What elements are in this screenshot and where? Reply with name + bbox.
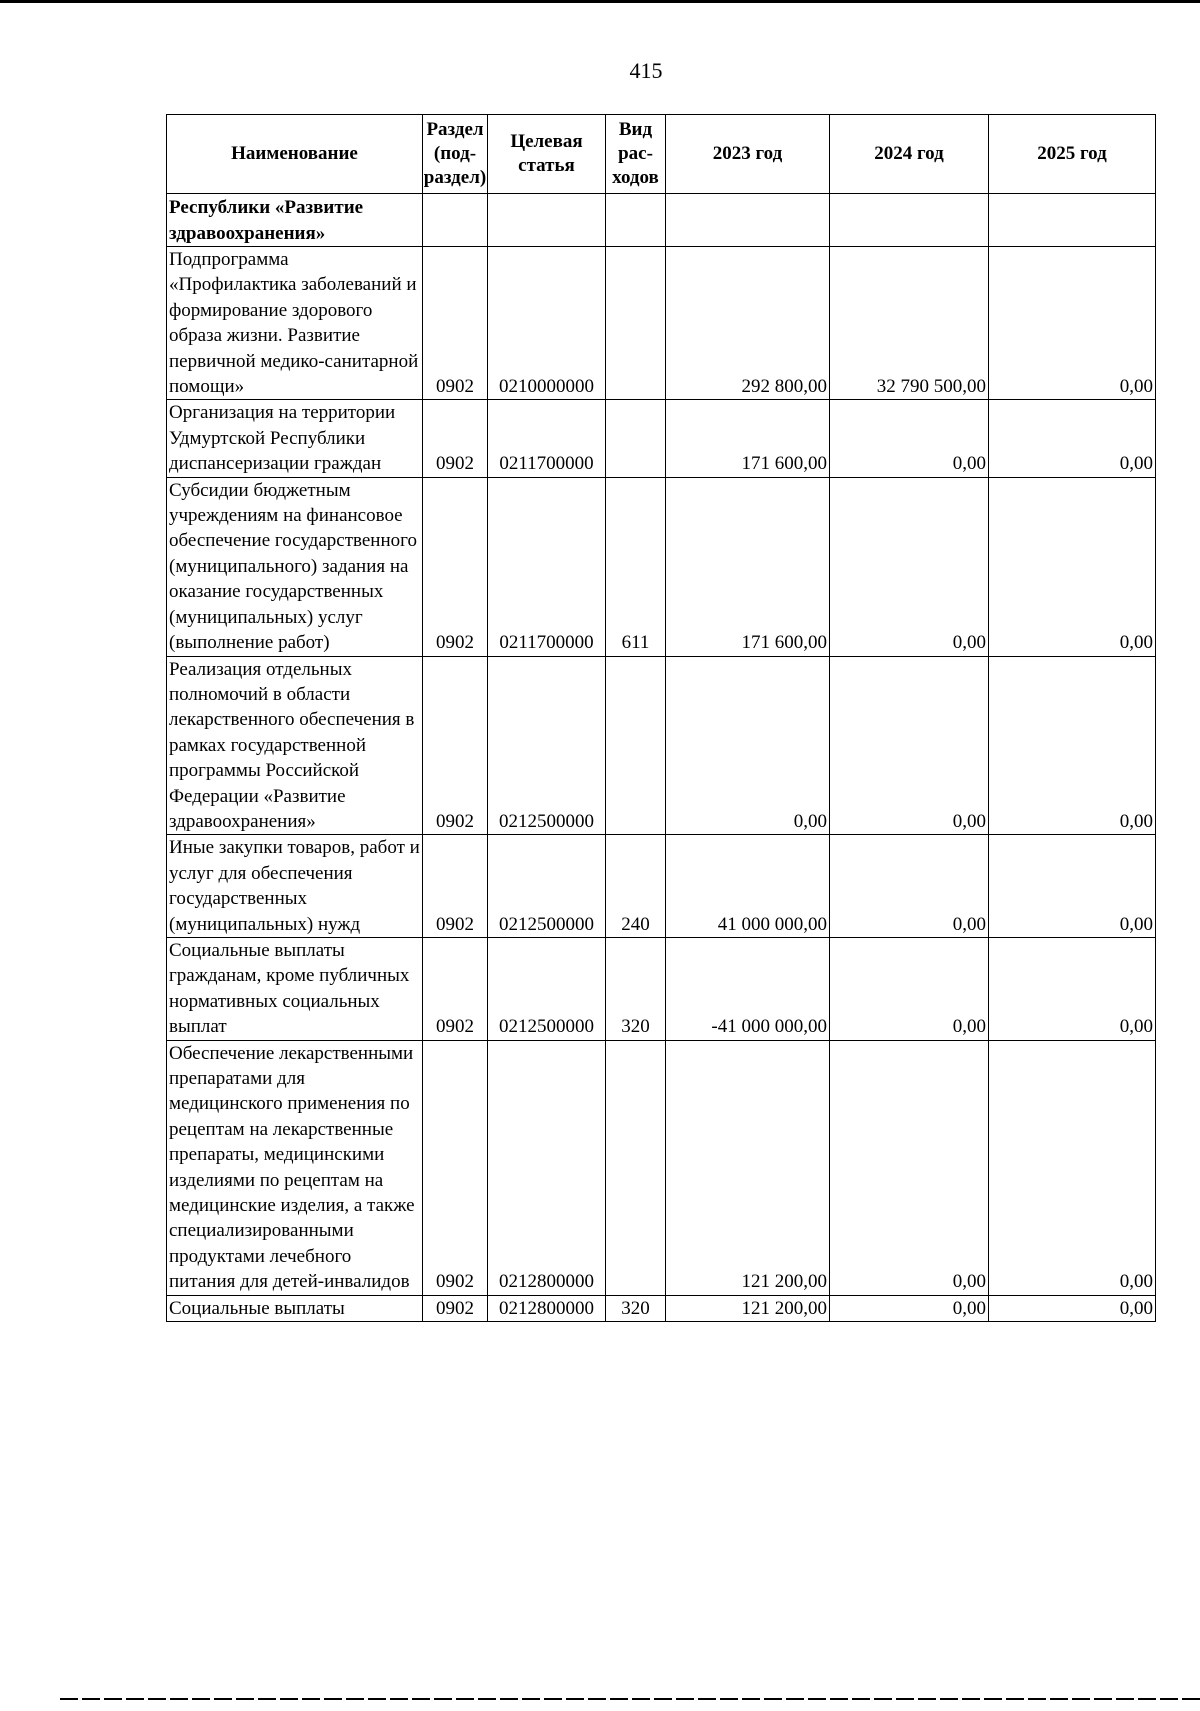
header-kind: Вид рас-ходов	[606, 115, 666, 194]
row-kind: 240	[606, 835, 666, 938]
row-name: Иные закупки товаров, работ и услуг для обеспечения государственных (муниципальных) нужд	[167, 835, 423, 938]
scan-border-bottom	[60, 1698, 1200, 1700]
header-section: Раздел (под-раздел)	[423, 115, 488, 194]
row-article	[488, 194, 606, 247]
row-article: 0211700000	[488, 477, 606, 656]
row-section: 0902	[423, 937, 488, 1040]
row-2024: 0,00	[830, 1295, 989, 1321]
row-section	[423, 194, 488, 247]
scan-border-top	[0, 0, 1200, 3]
row-name: Организация на территории Удмуртской Республики диспансеризации граждан	[167, 400, 423, 477]
row-2024: 32 790 500,00	[830, 247, 989, 400]
row-kind: 320	[606, 1295, 666, 1321]
row-section: 0902	[423, 835, 488, 938]
row-2024: 0,00	[830, 400, 989, 477]
header-article: Целевая статья	[488, 115, 606, 194]
row-kind	[606, 194, 666, 247]
row-2025: 0,00	[989, 400, 1156, 477]
header-2023: 2023 год	[666, 115, 830, 194]
row-kind: 611	[606, 477, 666, 656]
row-article: 0211700000	[488, 400, 606, 477]
row-kind: 320	[606, 937, 666, 1040]
row-section: 0902	[423, 1295, 488, 1321]
row-name: Подпрограмма «Профилактика заболеваний и формирование здорового образа жизни. Развитие первичной медико-санитарной помощи»	[167, 247, 423, 400]
budget-table	[166, 114, 1156, 1322]
row-2024: 0,00	[830, 937, 989, 1040]
row-2023: 121 200,00	[666, 1040, 830, 1295]
row-2025: 0,00	[989, 937, 1156, 1040]
row-kind	[606, 656, 666, 835]
table-row	[167, 1295, 1156, 1321]
row-kind	[606, 247, 666, 400]
row-2024: 0,00	[830, 477, 989, 656]
row-section: 0902	[423, 400, 488, 477]
row-kind	[606, 400, 666, 477]
row-section: 0902	[423, 1040, 488, 1295]
row-name: Обеспечение лекарственными препаратами для медицинского применения по рецептам на лекарственные препараты, медицинскими изделиями по рецептам на медицинские изделия, а также специализированными продуктами лечебного питания для детей-инвалидов	[167, 1040, 423, 1295]
row-article: 0212500000	[488, 937, 606, 1040]
row-2023: 121 200,00	[666, 1295, 830, 1321]
table-row	[167, 400, 1156, 477]
row-name: Республики «Развитие здравоохранения»	[167, 194, 423, 247]
row-2023: 171 600,00	[666, 477, 830, 656]
row-2025: 0,00	[989, 247, 1156, 400]
row-article: 0212800000	[488, 1040, 606, 1295]
row-name: Субсидии бюджетным учреждениям на финансовое обеспечение государственного (муниципального) задания на оказание государственных (муниципальных) услуг (выполнение работ)	[167, 477, 423, 656]
row-name: Реализация отдельных полномочий в области лекарственного обеспечения в рамках государственной программы Российской Федерации «Развитие здравоохранения»	[167, 656, 423, 835]
header-name: Наименование	[167, 115, 423, 194]
row-2024: 0,00	[830, 656, 989, 835]
row-article: 0212500000	[488, 656, 606, 835]
row-section: 0902	[423, 247, 488, 400]
row-2023: 0,00	[666, 656, 830, 835]
row-2025: 0,00	[989, 835, 1156, 938]
page-number: 415	[629, 58, 663, 83]
row-2023: -41 000 000,00	[666, 937, 830, 1040]
table-row	[167, 835, 1156, 938]
row-2023: 41 000 000,00	[666, 835, 830, 938]
row-section: 0902	[423, 477, 488, 656]
row-2025: 0,00	[989, 477, 1156, 656]
table-header-row	[167, 115, 1156, 194]
row-kind	[606, 1040, 666, 1295]
row-2025: 0,00	[989, 1040, 1156, 1295]
table-row	[167, 1040, 1156, 1295]
table-row	[167, 937, 1156, 1040]
row-2025: 0,00	[989, 1295, 1156, 1321]
row-article: 0212500000	[488, 835, 606, 938]
table-row	[167, 247, 1156, 400]
row-2023	[666, 194, 830, 247]
row-2025: 0,00	[989, 656, 1156, 835]
row-name: Социальные выплаты	[167, 1295, 423, 1321]
row-2024: 0,00	[830, 1040, 989, 1295]
row-2023: 292 800,00	[666, 247, 830, 400]
row-2025	[989, 194, 1156, 247]
header-2024: 2024 год	[830, 115, 989, 194]
table-row	[167, 477, 1156, 656]
header-2025: 2025 год	[989, 115, 1156, 194]
table-row	[167, 194, 1156, 247]
row-2023: 171 600,00	[666, 400, 830, 477]
row-2024: 0,00	[830, 835, 989, 938]
row-article: 0212800000	[488, 1295, 606, 1321]
row-article: 0210000000	[488, 247, 606, 400]
row-name: Социальные выплаты гражданам, кроме публичных нормативных социальных выплат	[167, 937, 423, 1040]
table-row	[167, 656, 1156, 835]
row-2024	[830, 194, 989, 247]
row-section: 0902	[423, 656, 488, 835]
